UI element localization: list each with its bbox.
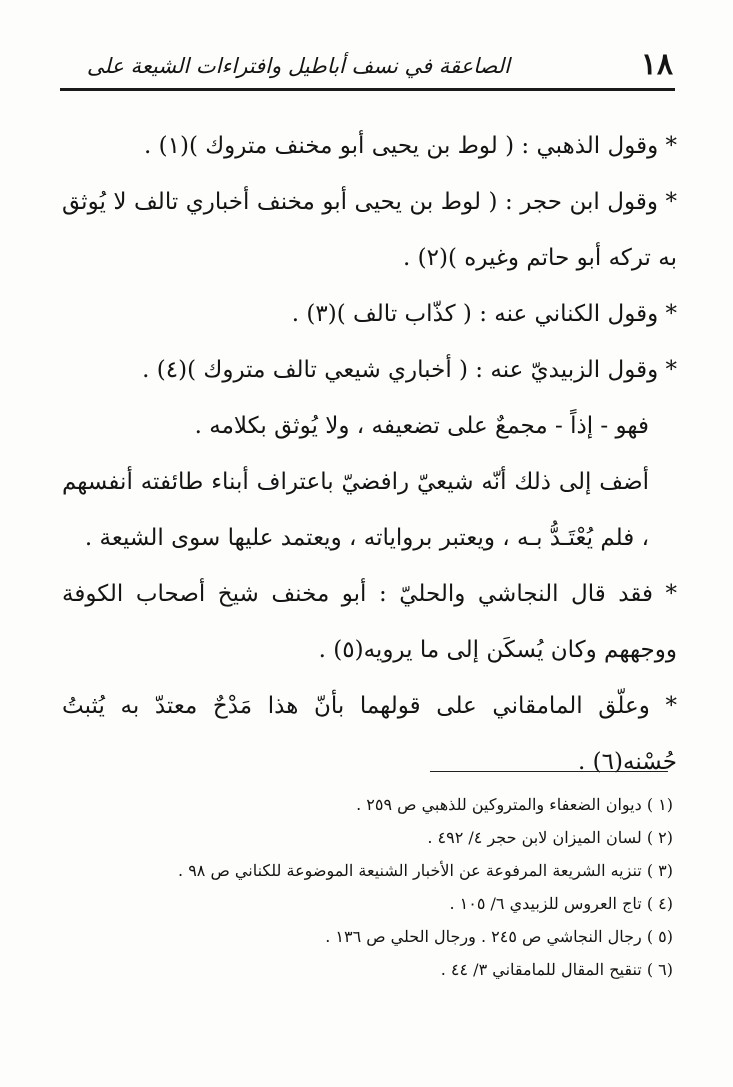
footnote-1: (١ ) ديوان الضعفاء والمتروكين للذهبي ص ٢٥٩ . [356,795,673,814]
paragraph-dhahabi-quote: * وقول الذهبي : ( لوط بن يحيى أبو مخنف متروك )(١) . [144,133,677,159]
paragraph-shia-acknowledgment: أضف إلى ذلك أنّه شيعيّ رافضيّ باعتراف أبناء طائفته أنفسهم ، فلم يُعْتَـدُّ بـه ، ويعتبر برواياته ، ويعتمد عليها سوى الشيعة . [62,469,649,551]
main-text [62,118,677,790]
paragraph-mamaqani-quote: * وعلّق المامقاني على قولهما بأنّ هذا مَدْحٌ معتدّ به يُثبتُ حُسْنه(٦) . [62,693,677,775]
footnote-6: (٦ ) تنقيح المقال للمامقاني ٣/ ٤٤ . [440,960,673,979]
page-header [60,38,675,91]
footnote-divider [430,771,668,772]
footnote-5: (٥ ) رجال النجاشي ص ٢٤٥ . ورجال الحلي ص ١٣٦ . [325,927,673,946]
paragraph-zabidi-quote: * وقول الزبيديّ عنه : ( أخباري شيعي تالف متروك )(٤) . [142,357,677,383]
paragraph-najashi-quote: * فقد قال النجاشي والحليّ : أبو مخنف شيخ أصحاب الكوفة ووجههم وكان يُسكَن إلى ما يرويه(٥) . [62,581,677,663]
running-title: الصاعقة في نسف أباطيل وافتراءات الشيعة على [86,54,510,78]
paragraph-conclusion: فهو - إذاً - مجمعٌ على تضعيفه ، ولا يُوثق بكلامه . [194,413,649,439]
footnotes [180,788,673,986]
footnote-4: (٤ ) تاج العروس للزبيدي ٦/ ١٠٥ . [449,894,673,913]
footnote-2: (٢ ) لسان الميزان لابن حجر ٤/ ٤٩٢ . [427,828,673,847]
page-number: ١٨ [640,47,673,82]
footnote-3: (٣ ) تنزيه الشريعة المرفوعة عن الأخبار الشنيعة الموضوعة للكناني ص ٩٨ . [178,861,673,880]
paragraph-kinani-quote: * وقول الكناني عنه : ( كذّاب تالف )(٣) . [291,301,677,327]
paragraph-ibn-hajar-quote: * وقول ابن حجر : ( لوط بن يحيى أبو مخنف أخباري تالف لا يُوثق به تركه أبو حاتم وغيره )(٢) . [62,189,677,271]
